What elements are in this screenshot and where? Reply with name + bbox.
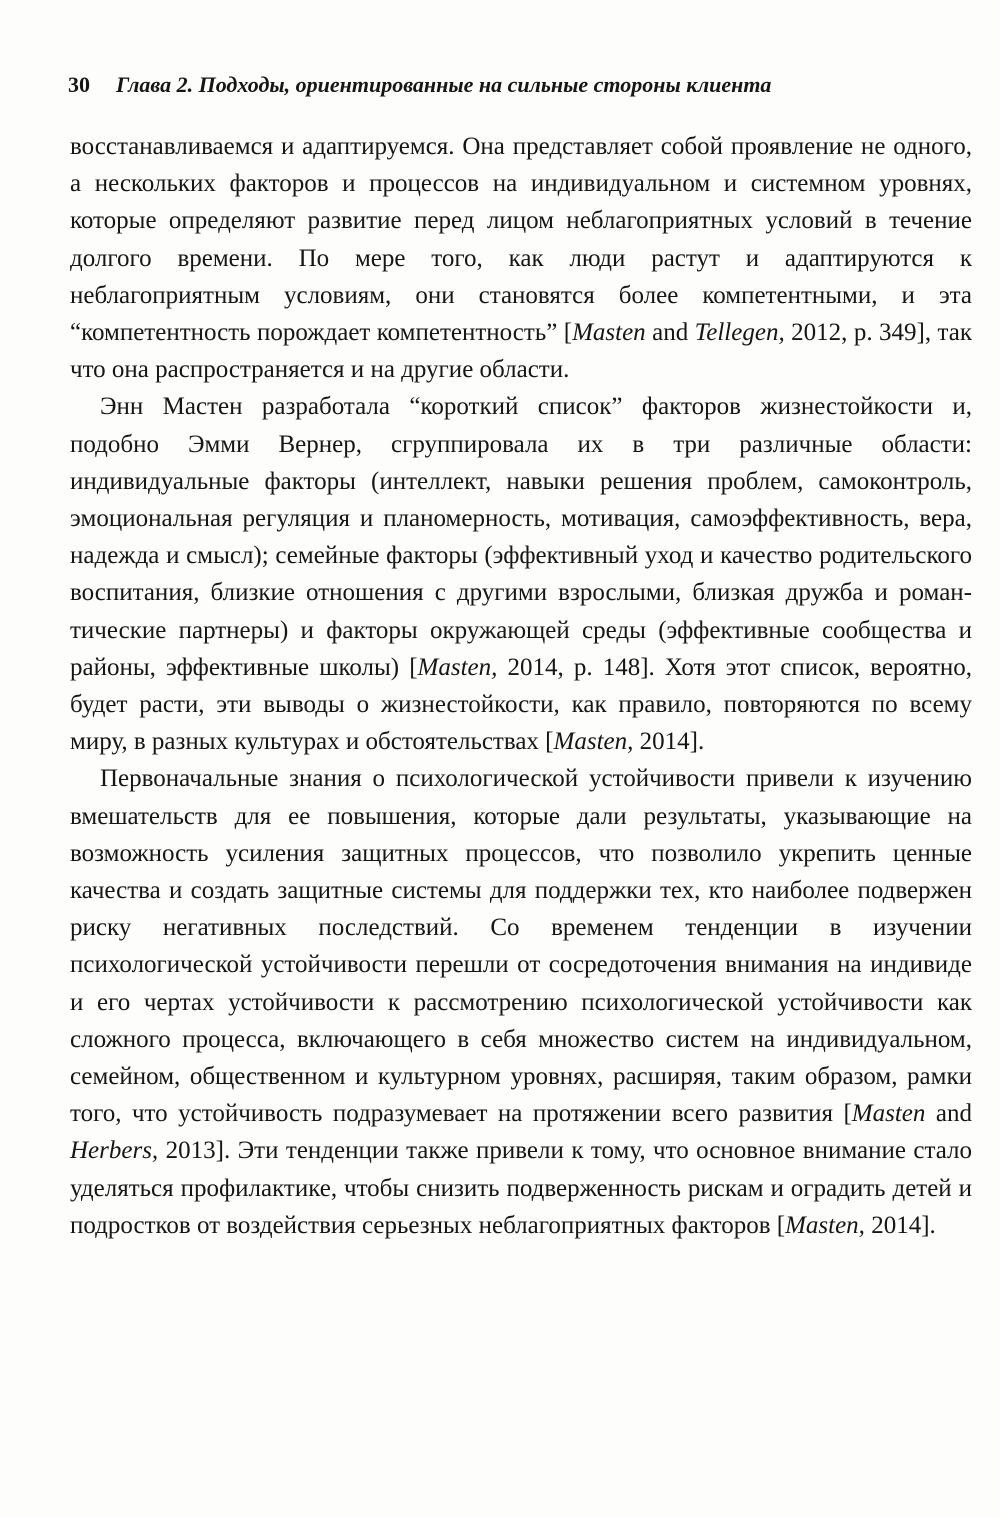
paragraph-2	[70, 388, 972, 760]
paragraph-1	[70, 128, 972, 388]
citation-author: Herbers,	[70, 1137, 159, 1165]
citation-author: Masten,	[553, 728, 634, 756]
text-run: and	[645, 319, 695, 347]
paragraph-3	[70, 760, 972, 1244]
body-text	[70, 128, 972, 1244]
citation-author: Masten,	[785, 1211, 865, 1239]
text-run: 2014].	[864, 1211, 936, 1239]
citation-author: Masten	[572, 319, 646, 347]
running-header	[68, 70, 948, 100]
text-run: 2012, p. 349], так что она распространяется и на другие области.	[70, 319, 972, 384]
text-run: and	[925, 1100, 972, 1128]
text-run: Энн Мастен разработала “короткий список” факторов жизнестойкости и, подобно Эмми Вернер, сгруппировала их в три различные области: индивидуальные факторы (интеллект, навыки решения проблем, самоконтроль, эмоциональная регуляция и планомерность, мотивация, самоэффективность, вера, надежда и смысл); семейные факторы (эффективный уход и качество родительского воспитания, близкие отношения с другими взрослыми, близкая дружба и романтические партнеры) и факторы окружающей среды (эффективные сообщества и районы, эффективные школы) [	[70, 393, 972, 681]
text-run: 2014].	[633, 728, 705, 756]
text-run: 2013]. Эти тенденции также привели к тому, что основное внимание стало уделяться профилактике, чтобы снизить подверженность рискам и оградить детей и подростков от воздействия серьезных неблагоприятных факторов [	[70, 1137, 972, 1239]
citation-author: Tellegen,	[694, 319, 785, 347]
text-run: 2014, p. 148]. Хотя этот список, вероятно, будет расти, эти выводы о жизнестойкости, как правило, повторяются по всему миру, в разных культурах и обстоятельствах [	[70, 653, 973, 756]
citation-author: Masten,	[417, 653, 498, 681]
citation-author: Masten	[851, 1100, 926, 1128]
text-run: Первоначальные знания о психологической устойчивости привели к изучению вмешательств для ее повышения, которые дали результаты, указывающие на возможность усиления защитных процессов, что позволило укрепить ценные качества и создать защитные системы для поддержки тех, кто наиболее подвержен риску негативных последствий. Со временем тенденции в изучении психологической устойчивости перешли от сосредоточения внимания на индивиде и его чертах устойчивости к рассмотрению психологической устойчивости как сложного процесса, включающего в себя множество систем на индивидуальном, семейном, общественном и культурном уровнях, расширяя, таким образом, рамки того, что устойчивость подразумевает на протяжении всего развития [	[70, 765, 972, 1128]
text-run: восстанавливаемся и адаптируемся. Она представляет собой проявление не одного, а нескольких факторов и процессов на индивидуальном и системном уровнях, которые определяют развитие перед лицом неблагоприятных условий в течение долгого времени. По мере того, как люди растут и адаптируются к неблагоприятным условиям, они становятся более компетентными, и эта “компетентность порождает компетентность” [	[70, 133, 972, 347]
page-number: 30	[68, 72, 90, 97]
chapter-title: Глава 2. Подходы, ориентированные на сильные стороны клиента	[116, 72, 772, 97]
